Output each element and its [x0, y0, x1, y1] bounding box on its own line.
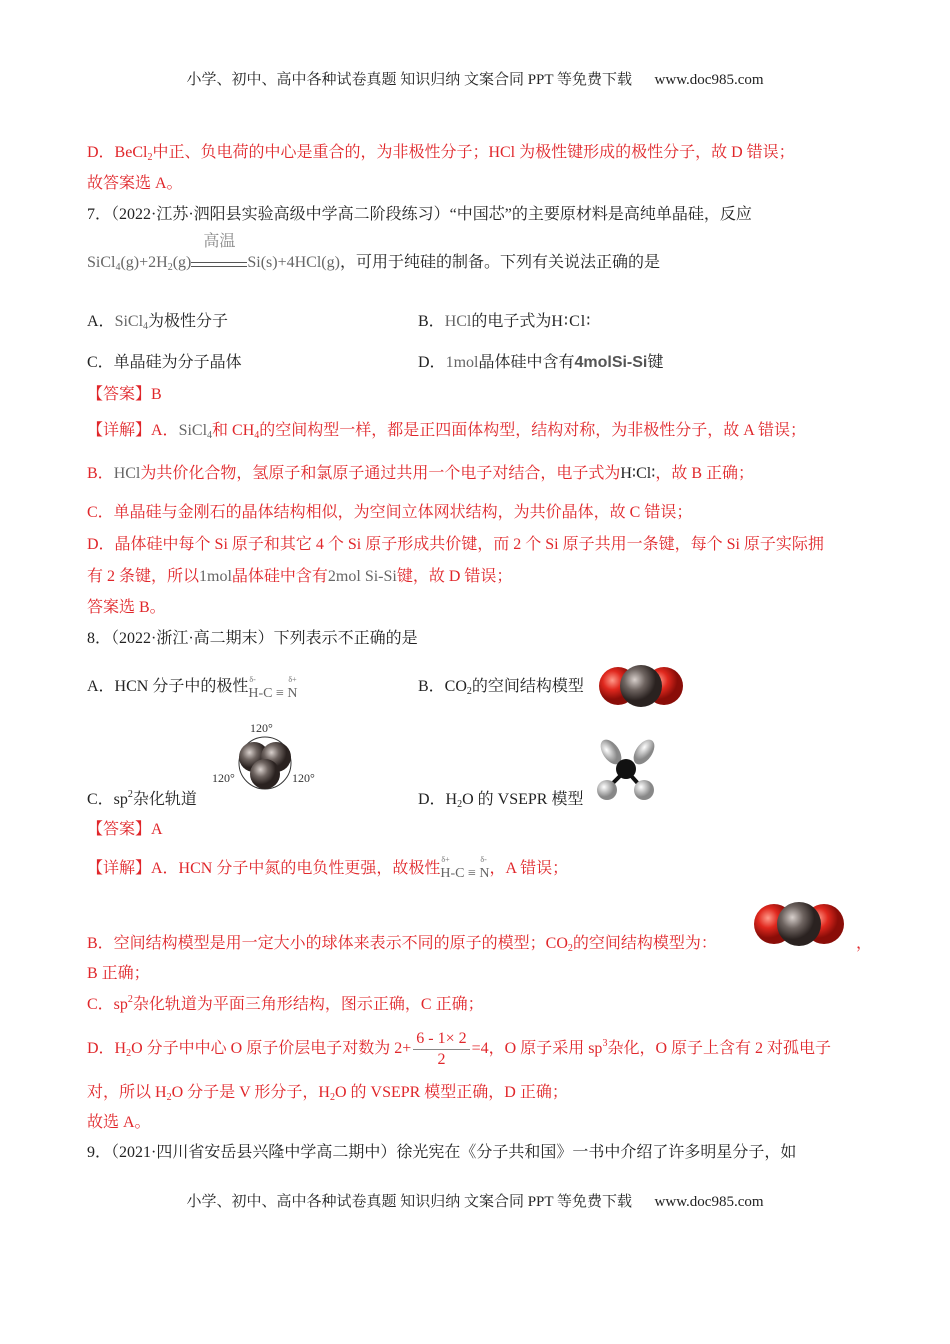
page-header [0, 68, 950, 89]
q8-stem: 8．（2022·浙江·高二期末）下列表示不正确的是 [87, 630, 418, 647]
page-footer [0, 1190, 950, 1211]
condition: 高温 [203, 233, 236, 251]
t: O 的 VSEPR 模型正确，D 正确； [334, 1084, 568, 1101]
t: O 的 VSEPR 模型 [462, 791, 584, 808]
t: A．HCN 分子中的极性 [87, 678, 249, 695]
q7-equation [87, 233, 660, 273]
fraction [413, 1029, 469, 1070]
t: 2mol Si-Si [327, 568, 397, 585]
t: 4 [143, 321, 149, 332]
t: HCl [113, 465, 141, 482]
t: O 分子中中心 O 原子价层电子对数为 2+ [131, 1040, 412, 1057]
footer-url: www.doc985.com [654, 1194, 764, 1210]
t: 2 [567, 943, 573, 954]
t: H [440, 866, 451, 881]
q8-explain-b2: B 正确； [87, 965, 150, 982]
t: C．sp [87, 996, 128, 1013]
t: 2 [147, 152, 153, 163]
t: SiCl [114, 313, 144, 330]
q7-explain-b [87, 464, 754, 484]
t: 4 [207, 430, 213, 441]
delta: δ- [480, 855, 487, 864]
t: B． [87, 465, 114, 482]
co2-model-image [752, 901, 846, 947]
q7-explain-d1: D．晶体硅中每个 Si 原子和其它 4 个 Si 原子形成共价键，而 2 个 Si 原子共用一条键，每个 Si 原子实际拥 [87, 536, 824, 553]
footer-text: 小学、初中、高中各种试卷真题 知识归纳 文案合同 PPT 等免费下载 [186, 1194, 633, 1210]
q7-option-d [418, 353, 663, 373]
t: 3 [602, 1038, 608, 1049]
co2-model-image [598, 664, 684, 708]
t: 2 [127, 789, 133, 800]
q7-explain-c: C．单晶硅与金刚石的晶体结构相似，为空间立体网状结构，为共价晶体，故 C 错误； [87, 504, 693, 521]
t: O 分子是 V 形分子，H [171, 1084, 330, 1101]
t: SiCl [87, 254, 116, 271]
t: 的电子式为 [471, 313, 552, 330]
t: 4 [115, 262, 121, 273]
q7-final: 答案选 B。 [87, 599, 166, 616]
t: B．空间结构模型是用一定大小的球体来表示不同的原子的模型；CO [87, 935, 568, 952]
t: N [287, 686, 298, 701]
h2o-vsepr-image [596, 738, 660, 802]
q8-answer: 【答案】A [87, 821, 163, 838]
t: (g) [172, 254, 192, 271]
sp2-orbital-image [212, 720, 324, 790]
q7-option-a [87, 312, 228, 332]
t: 【详解】A． [87, 422, 179, 439]
t: 为极性分子 [148, 313, 229, 330]
header-text: 小学、初中、高中各种试卷真题 知识归纳 文案合同 PPT 等免费下载 [186, 72, 633, 88]
t: 4molSi-Si [574, 354, 648, 371]
t: =4，O 原子采用 sp [471, 1040, 603, 1057]
t: ，A 错误； [489, 860, 569, 877]
t: C．sp [87, 791, 128, 808]
t: B． [418, 313, 445, 330]
q8-option-d [418, 790, 583, 810]
q8-final: 故选 A。 [87, 1114, 151, 1131]
prev-option-d [87, 143, 795, 163]
q8-explain-a [87, 855, 569, 884]
t: 杂化，O 原子上含有 2 对孤电子 [607, 1040, 831, 1057]
q7-answer: 【答案】B [87, 386, 162, 403]
t: A． [87, 313, 115, 330]
angle-label: 120° [212, 771, 235, 785]
q7-option-b [418, 312, 591, 332]
angle-label: 120° [250, 721, 273, 735]
t: 和 CH [212, 422, 255, 439]
t: ，故 B 正确； [655, 465, 755, 482]
t: 对，所以 H [87, 1084, 167, 1101]
t: 2 [466, 686, 472, 697]
t: 的空间结构模型 [471, 678, 584, 695]
t: N [479, 866, 490, 881]
t: 2 [166, 1092, 172, 1103]
t: 2 [457, 799, 463, 810]
reaction-arrow [191, 233, 247, 273]
t: 有 2 条键，所以 [87, 568, 200, 585]
q8-explain-d [87, 1026, 831, 1072]
t: 1mol [445, 354, 479, 371]
t: 2 [167, 262, 173, 273]
q7-option-c: C．单晶硅为分子晶体 [87, 354, 242, 371]
q8-explain-b [87, 934, 717, 954]
q8-explain-d2 [87, 1083, 568, 1103]
t: 的空间结构模型为： [572, 935, 717, 952]
t: 为共价化合物，氢原子和氯原子通过共用一个电子对结合，电子式为 [140, 465, 621, 482]
t: SiCl [178, 422, 208, 439]
delta: δ- [249, 675, 256, 684]
t: 2 [126, 1048, 132, 1059]
t: 【详解】A．HCN 分子中氮的电负性更强，故极性 [87, 860, 441, 877]
t: D．H [418, 791, 458, 808]
t: -C ≡ [450, 866, 480, 881]
t: -C ≡ [258, 686, 288, 701]
t: ，可用于纯硅的制备。下列有关说法正确的是 [339, 254, 660, 271]
comma: ， [856, 935, 873, 952]
t: 的空间构型一样，都是正四面体构型，结构对称，为非极性分子，故 A 错误； [259, 422, 806, 439]
t: D．H [87, 1040, 127, 1057]
q8-option-b [418, 677, 584, 697]
t: 4 [254, 430, 260, 441]
t: HCl [444, 313, 472, 330]
q8-option-c [87, 790, 197, 810]
electron-formula: H∶Cl∶ [620, 465, 656, 482]
t: 中正、负电荷的中心是重合的，为非极性分子；HCl 为极性键形成的极性分子，故 D 错误； [152, 144, 795, 161]
q9-stem: 9．（2021·四川省安岳县兴隆中学高二期中）徐光宪在《分子共和国》一书中介绍了许多明星分子，如 [87, 1144, 797, 1161]
t: D．BeCl [87, 144, 148, 161]
delta: δ+ [288, 675, 297, 684]
t: 杂化轨道 [132, 791, 197, 808]
t: B．CO [418, 678, 467, 695]
q7-explain-a [87, 421, 806, 441]
delta: δ+ [441, 855, 450, 864]
t: 2 [329, 1092, 335, 1103]
t: 1mol [199, 568, 232, 585]
t: 晶体硅中含有 [231, 568, 328, 585]
t: 键，故 D 错误； [396, 568, 513, 585]
t: H [248, 686, 259, 701]
t: 晶体硅中含有 [478, 354, 575, 371]
header-url: www.doc985.com [654, 72, 764, 88]
t: (g)+2H [120, 254, 168, 271]
prev-final: 故答案选 A。 [87, 175, 183, 192]
t: Si(s)+4HCl(g) [247, 254, 340, 271]
t: 键 [647, 354, 664, 371]
numerator: 6 - 1× 2 [413, 1029, 469, 1050]
t: 杂化轨道为平面三角形结构，图示正确，C 正确； [132, 996, 484, 1013]
t: D． [418, 354, 446, 371]
t: 2 [127, 994, 133, 1005]
denominator: 2 [437, 1050, 446, 1068]
angle-label: 120° [292, 771, 315, 785]
q8-option-a [87, 677, 298, 704]
q7-stem: 7．（2022·江苏·泗阳县实验高级中学高二阶段练习）“中国芯”的主要原材料是高纯单晶硅，反应 [87, 206, 752, 223]
q8-explain-c [87, 995, 484, 1015]
q7-explain-d2 [87, 567, 512, 587]
electron-formula: H∶Cl∶ [551, 313, 592, 330]
